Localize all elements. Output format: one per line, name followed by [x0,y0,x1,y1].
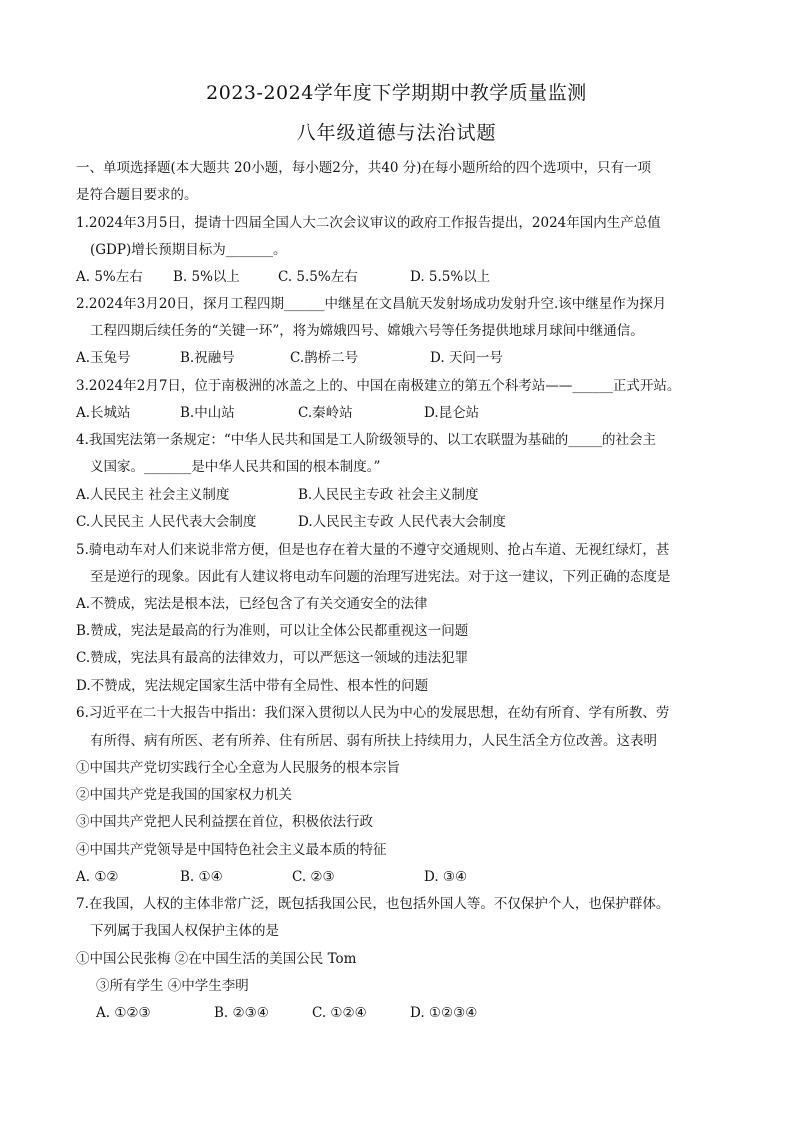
q5-stem-line1: 5.骑电动车对人们来说非常方便，但是也存在着大量的不遵守交通规则、抢占车道、无视红绿灯，甚 [76,542,670,558]
q5-option-d: D.不赞成，宪法规定国家生活中带有全局性、根本性的问题 [76,678,429,694]
q6-option-d: D. ③④ [424,869,468,885]
q6-option-a: A. ①② [76,869,119,885]
q7-items-line2: ③所有学生 ④中学生李明 [96,978,249,994]
q4-option-d: D.人民民主专政 人民代表大会制度 [298,514,506,530]
q6-stem-line2: 有所得、病有所医、老有所养、住有所居、弱有所扶上持续用力，人民生活全方位改善。这表明 [90,733,657,749]
q6-item-3: ③中国共产党把人民利益摆在首位，积极依法行政 [76,814,373,830]
q2-stem-line1: 2.2024年3月20日，探月工程四期______中继星在文昌航天发射场成功发射升空.该中继星作为探月 [76,296,667,312]
q3-option-a: A.长城站 [76,405,131,421]
q5-option-a: A.不赞成，宪法是根本法，已经包含了有关交通安全的法律 [76,596,428,612]
q1-stem-line1: 1.2024年3月5日，提请十四届全国人大二次会议审议的政府工作报告提出，2024年国内生产总值 [76,215,661,231]
q3-option-c: C.秦岭站 [298,405,353,421]
q7-option-a: A. ①②③ [96,1005,151,1021]
q4-option-a: A.人民民主 社会主义制度 [76,487,230,503]
q6-stem-line1: 6.习近平在二十大报告中指出：我们深入贯彻以人民为中心的发展思想，在幼有所育、学有所教、劳 [76,705,670,721]
exam-title: 2023-2024学年度下学期期中教学质量监测 [206,82,587,104]
q6-item-1: ①中国共产党切实践行全心全意为人民服务的根本宗旨 [76,760,400,776]
q6-option-b: B. ①④ [180,869,223,885]
q2-stem-line2: 工程四期后续任务的“关键一环”，将为嫦娥四号、嫦娥六号等任务提供地球月球间中继通信。 [90,323,644,339]
q7-option-b: B. ②③④ [214,1005,269,1021]
q1-option-d: D. 5.5%以上 [410,269,491,285]
q4-option-c: C.人民民主 人民代表大会制度 [76,514,257,530]
q5-option-c: C.赞成，宪法具有最高的法律效力，可以严惩这一领域的违法犯罪 [76,650,469,666]
q3-stem-line1: 3.2024年2月7日，位于南极洲的冰盖之上的、中国在南极建立的第五个科考站——______正式开站。 [76,378,681,394]
q6-option-c: C. ②③ [292,869,335,885]
q2-option-c: C.鹊桥二号 [290,350,359,366]
q7-stem-line1: 7.在我国，人权的主体非常广泛，既包括我国公民，也包括外国人等。不仅保护个人，也保护群体。 [76,896,670,912]
q4-stem-line1: 4.我国宪法第一条规定：“中华人民共和国是工人阶级领导的、以工农联盟为基础的_____的社会主 [76,432,657,448]
q1-option-c: C. 5.5%左右 [278,269,358,285]
section-instruction-line1: 一、单项选择题(本大题共 20小题，每小题2分，共40 分)在每小题所给的四个选项中，只有一项 [76,160,652,176]
q2-option-d: D. 天问一号 [430,350,503,366]
q7-items-line1: ①中国公民张梅 ②在中国生活的美国公民 Tom [76,951,357,967]
q7-option-c: C. ①②④ [312,1005,367,1021]
q3-option-b: B.中山站 [180,405,235,421]
q1-option-b: B. 5%以上 [173,269,240,285]
q1-option-a: A. 5%左右 [76,269,143,285]
q2-option-b: B.祝融号 [180,350,235,366]
exam-subtitle: 八年级道德与法治试题 [296,122,497,144]
q6-item-2: ②中国共产党是我国的国家权力机关 [76,787,292,803]
section-instruction-line2: 是符合题目要求的。 [76,187,198,203]
q5-stem-line2: 至是逆行的现象。因此有人建议将电动车问题的治理写进宪法。对于这一建议，下列正确的态度是 [90,569,671,585]
q1-stem-line2: (GDP)增长预期目标为_______。 [90,242,287,258]
q5-option-b: B.赞成，宪法是最高的行为准则，可以让全体公民都重视这一问题 [76,623,469,639]
q2-option-a: A.玉兔号 [76,350,131,366]
q7-stem-line2: 下列属于我国人权保护主体的是 [90,923,279,939]
q7-option-d: D. ①②③④ [410,1005,478,1021]
q6-item-4: ④中国共产党领导是中国特色社会主义最本质的特征 [76,842,387,858]
q4-option-b: B.人民民主专政 社会主义制度 [298,487,479,503]
q4-stem-line2: 义国家。_______是中华人民共和国的根本制度。” [90,459,381,475]
q3-option-d: D.昆仑站 [424,405,480,421]
